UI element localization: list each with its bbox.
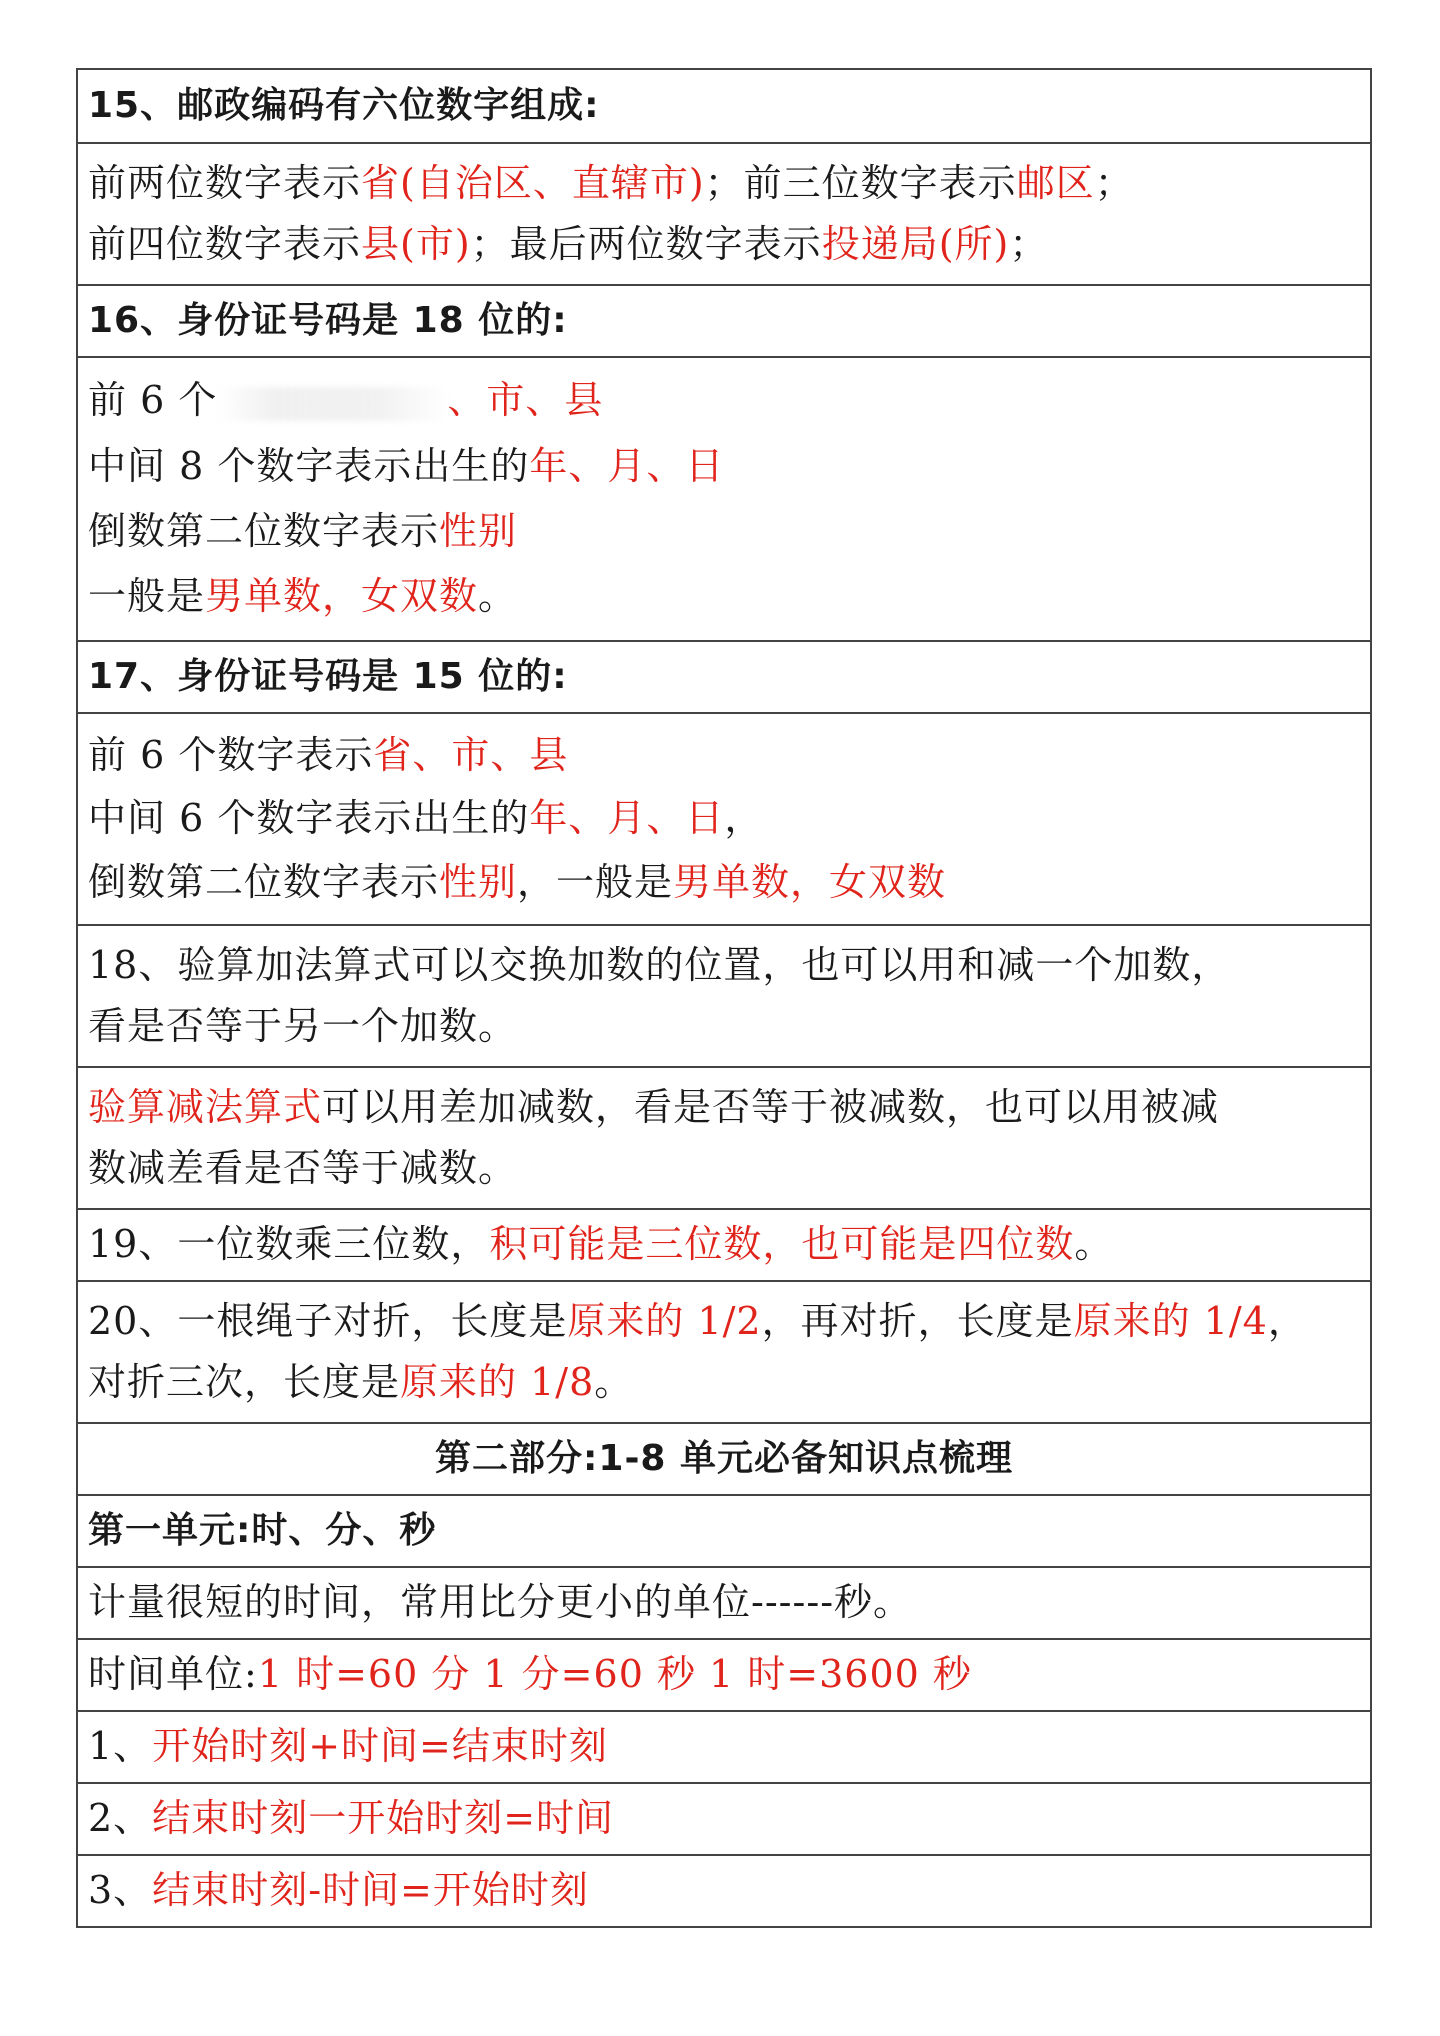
plain-text: 19、一位数乘三位数，	[88, 1222, 490, 1267]
text-line	[88, 1005, 1360, 1049]
section-heading-row	[78, 1494, 1370, 1566]
text-line	[88, 1653, 1360, 1697]
highlight-text: 投递局(所)	[821, 221, 1010, 266]
text-line	[88, 734, 1360, 778]
plain-text: 前 6 个	[88, 378, 218, 423]
text-line	[88, 1869, 1360, 1913]
text-line	[88, 1361, 1360, 1405]
text-line	[88, 575, 1360, 619]
text-line	[88, 797, 1360, 841]
table-row	[78, 1854, 1370, 1926]
table-row	[78, 1208, 1370, 1280]
plain-text: 第一单元:时、分、秒	[88, 1510, 437, 1552]
heading-text	[88, 1438, 1360, 1479]
table-row	[78, 356, 1370, 640]
table-row	[78, 1638, 1370, 1710]
highlight-text: 年、月、日	[529, 443, 725, 488]
plain-text: 倒数第二位数字表示	[88, 859, 440, 904]
plain-text: ，	[1267, 1298, 1307, 1343]
highlight-text: 原来的 1/8	[400, 1359, 595, 1404]
plain-text: 前 6 个数字表示	[88, 732, 374, 777]
section-heading-row	[78, 284, 1370, 356]
plain-text: 前两位数字表示	[88, 160, 362, 205]
plain-text: 计量很短的时间，常用比分更小的单位------秒。	[88, 1580, 913, 1625]
highlight-text: 男单数，女双数	[673, 859, 947, 904]
plain-text: 中间 8 个数字表示出生的	[88, 443, 530, 488]
text-line	[88, 162, 1360, 206]
plain-text: 对折三次，长度是	[88, 1359, 401, 1404]
highlight-text: 1 时=60 分 1 分=60 秒 1 时=3600 秒	[257, 1652, 972, 1697]
text-line	[88, 1086, 1360, 1130]
plain-text: 。	[1074, 1222, 1114, 1267]
table-row	[78, 712, 1370, 924]
text-line	[88, 861, 1360, 905]
table-row	[78, 1566, 1370, 1638]
table-row	[78, 142, 1370, 284]
highlight-text: 原来的 1/4	[1073, 1298, 1268, 1343]
plain-text: ，再对折，长度是	[761, 1298, 1074, 1343]
plain-text: 18、验算加法算式可以交换加数的位置，也可以用和减一个加数，	[88, 942, 1231, 987]
plain-text: ，	[724, 796, 764, 841]
plain-text: 17、身份证号码是 15 位的:	[88, 656, 568, 698]
plain-text: ；前三位数字表示	[704, 160, 1017, 205]
text-line	[88, 1300, 1360, 1344]
plain-text: 20、一根绳子对折，长度是	[88, 1298, 568, 1343]
highlight-text: 邮区	[1016, 160, 1095, 205]
section-heading-row	[78, 1422, 1370, 1494]
section-heading-row	[78, 640, 1370, 712]
table-row	[78, 1782, 1370, 1854]
plain-text: 可以用差加减数，看是否等于被减数，也可以用被减	[322, 1084, 1220, 1129]
plain-text: 16、身份证号码是 18 位的:	[88, 300, 568, 342]
plain-text: 时间单位:	[88, 1652, 258, 1697]
text-line	[88, 1581, 1360, 1625]
plain-text: 3、	[88, 1868, 153, 1913]
plain-text: 看是否等于另一个加数。	[88, 1003, 518, 1048]
highlight-text: 性别	[439, 859, 518, 904]
text-line	[88, 1147, 1360, 1191]
knowledge-table	[76, 68, 1372, 1928]
heading-text	[88, 1510, 1360, 1551]
highlight-text: 结束时刻一开始时刻=时间	[152, 1796, 615, 1841]
plain-text: 中间 6 个数字表示出生的	[88, 796, 530, 841]
plain-text: 15、邮政编码有六位数字组成:	[88, 85, 600, 127]
table-row	[78, 1066, 1370, 1208]
plain-text: 第二部分:1-8 单元必备知识点梳理	[435, 1438, 1013, 1480]
plain-text: ；	[1094, 160, 1134, 205]
highlight-text: 原来的 1/2	[567, 1298, 762, 1343]
plain-text: 1、	[88, 1724, 153, 1769]
highlight-text: 开始时刻+时间=结束时刻	[152, 1724, 608, 1769]
plain-text: 。	[594, 1359, 634, 1404]
plain-text: 2、	[88, 1796, 153, 1841]
table-row	[78, 1280, 1370, 1422]
plain-text: 。	[478, 573, 518, 618]
highlight-text: 县(市)	[361, 221, 471, 266]
plain-text: ；最后两位数字表示	[470, 221, 822, 266]
text-line	[88, 223, 1360, 267]
heading-text	[88, 656, 1360, 697]
highlight-text: 年、月、日	[529, 796, 725, 841]
text-line	[88, 1797, 1360, 1841]
text-line	[88, 1725, 1360, 1769]
highlight-text: 结束时刻-时间=开始时刻	[152, 1868, 589, 1913]
plain-text: ，一般是	[517, 859, 674, 904]
highlight-text: 省(自治区、直辖市)	[361, 160, 705, 205]
plain-text: ；	[1009, 221, 1049, 266]
text-line	[88, 379, 1360, 423]
section-heading-row	[78, 70, 1370, 142]
highlight-text: 积可能是三位数，也可能是四位数	[489, 1222, 1075, 1267]
plain-text: 倒数第二位数字表示	[88, 508, 440, 553]
table-row	[78, 1710, 1370, 1782]
text-line	[88, 445, 1360, 489]
text-line	[88, 944, 1360, 988]
highlight-text: 省、市、县	[373, 732, 569, 777]
highlight-text: 验算减法算式	[88, 1084, 323, 1129]
heading-text	[88, 85, 1360, 126]
text-line	[88, 510, 1360, 554]
table-row	[78, 924, 1370, 1066]
plain-text: 前四位数字表示	[88, 221, 362, 266]
text-line	[88, 1223, 1360, 1267]
plain-text: 一般是	[88, 573, 206, 618]
plain-text: 数减差看是否等于减数。	[88, 1145, 518, 1190]
redacted-area	[217, 387, 447, 421]
highlight-text: 男单数，女双数	[205, 573, 479, 618]
highlight-text: 性别	[439, 508, 518, 553]
highlight-text: 、市、县	[447, 378, 604, 423]
heading-text	[88, 300, 1360, 341]
